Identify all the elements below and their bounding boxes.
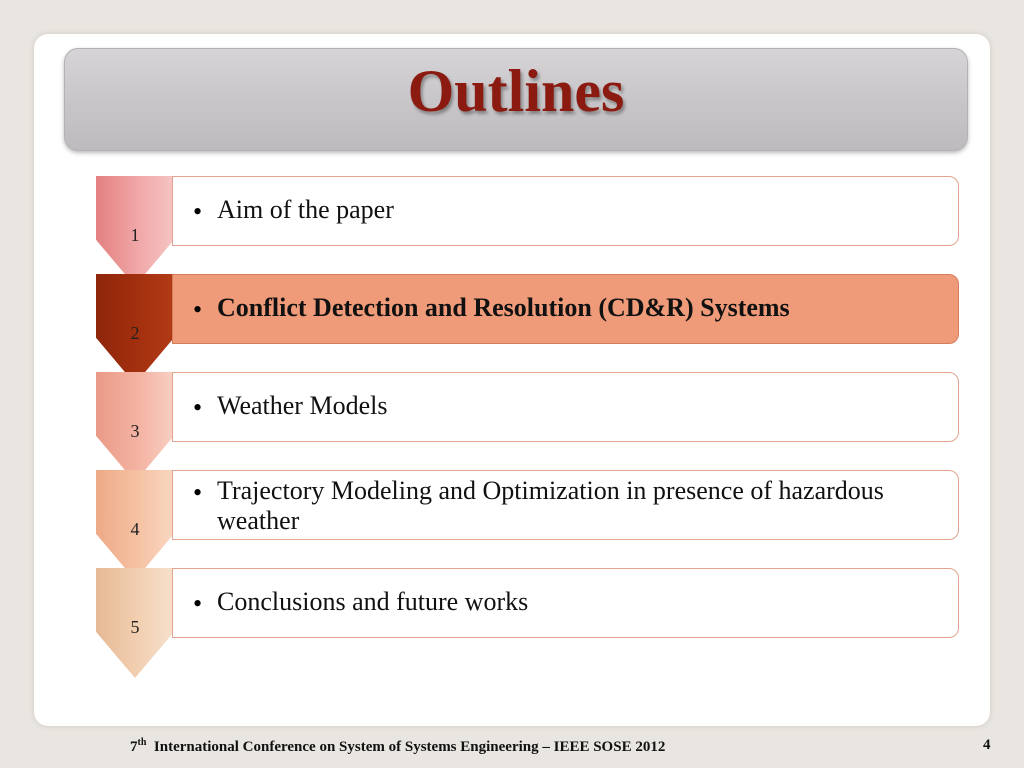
bullet-icon: • xyxy=(193,478,203,507)
title-banner xyxy=(64,48,968,151)
outline-text: Conclusions and future works xyxy=(217,587,529,616)
chevron-number: 4 xyxy=(130,519,140,539)
outline-box xyxy=(172,470,959,540)
outline-item-1 xyxy=(96,176,962,286)
page-number: 4 xyxy=(983,737,991,753)
footer-ordinal: 7 xyxy=(130,739,138,755)
chevron-number: 5 xyxy=(130,617,140,637)
outline-box xyxy=(172,568,959,638)
outline-box-active xyxy=(172,274,959,344)
slide-title: Outlines xyxy=(407,58,625,124)
outline-item-5 xyxy=(96,568,962,678)
outline-item-2 xyxy=(96,274,962,384)
chevron-number: 1 xyxy=(130,225,140,245)
bullet-icon: • xyxy=(193,197,203,226)
chevron-number: 3 xyxy=(130,421,140,441)
outline-item-3 xyxy=(96,372,962,482)
footer-conference: International Conference on System of Systems Engineering – IEEE SOSE 2012 xyxy=(153,739,666,755)
outline-box xyxy=(172,176,959,246)
footer-ordinal-suffix: th xyxy=(137,737,147,748)
outline-item-4 xyxy=(96,470,962,580)
footer-text xyxy=(130,737,665,756)
bullet-icon: • xyxy=(193,295,203,324)
chevron-number: 2 xyxy=(130,323,140,343)
outline-text: Trajectory Modeling and Optimization in presence of hazardous weather xyxy=(217,476,884,535)
bullet-icon: • xyxy=(193,393,203,422)
outline-box xyxy=(172,372,959,442)
bullet-icon: • xyxy=(193,589,203,618)
outline-text: Conflict Detection and Resolution (CD&R) Systems xyxy=(217,293,790,322)
outline-text: Aim of the paper xyxy=(217,195,394,224)
outline-text: Weather Models xyxy=(217,391,388,420)
